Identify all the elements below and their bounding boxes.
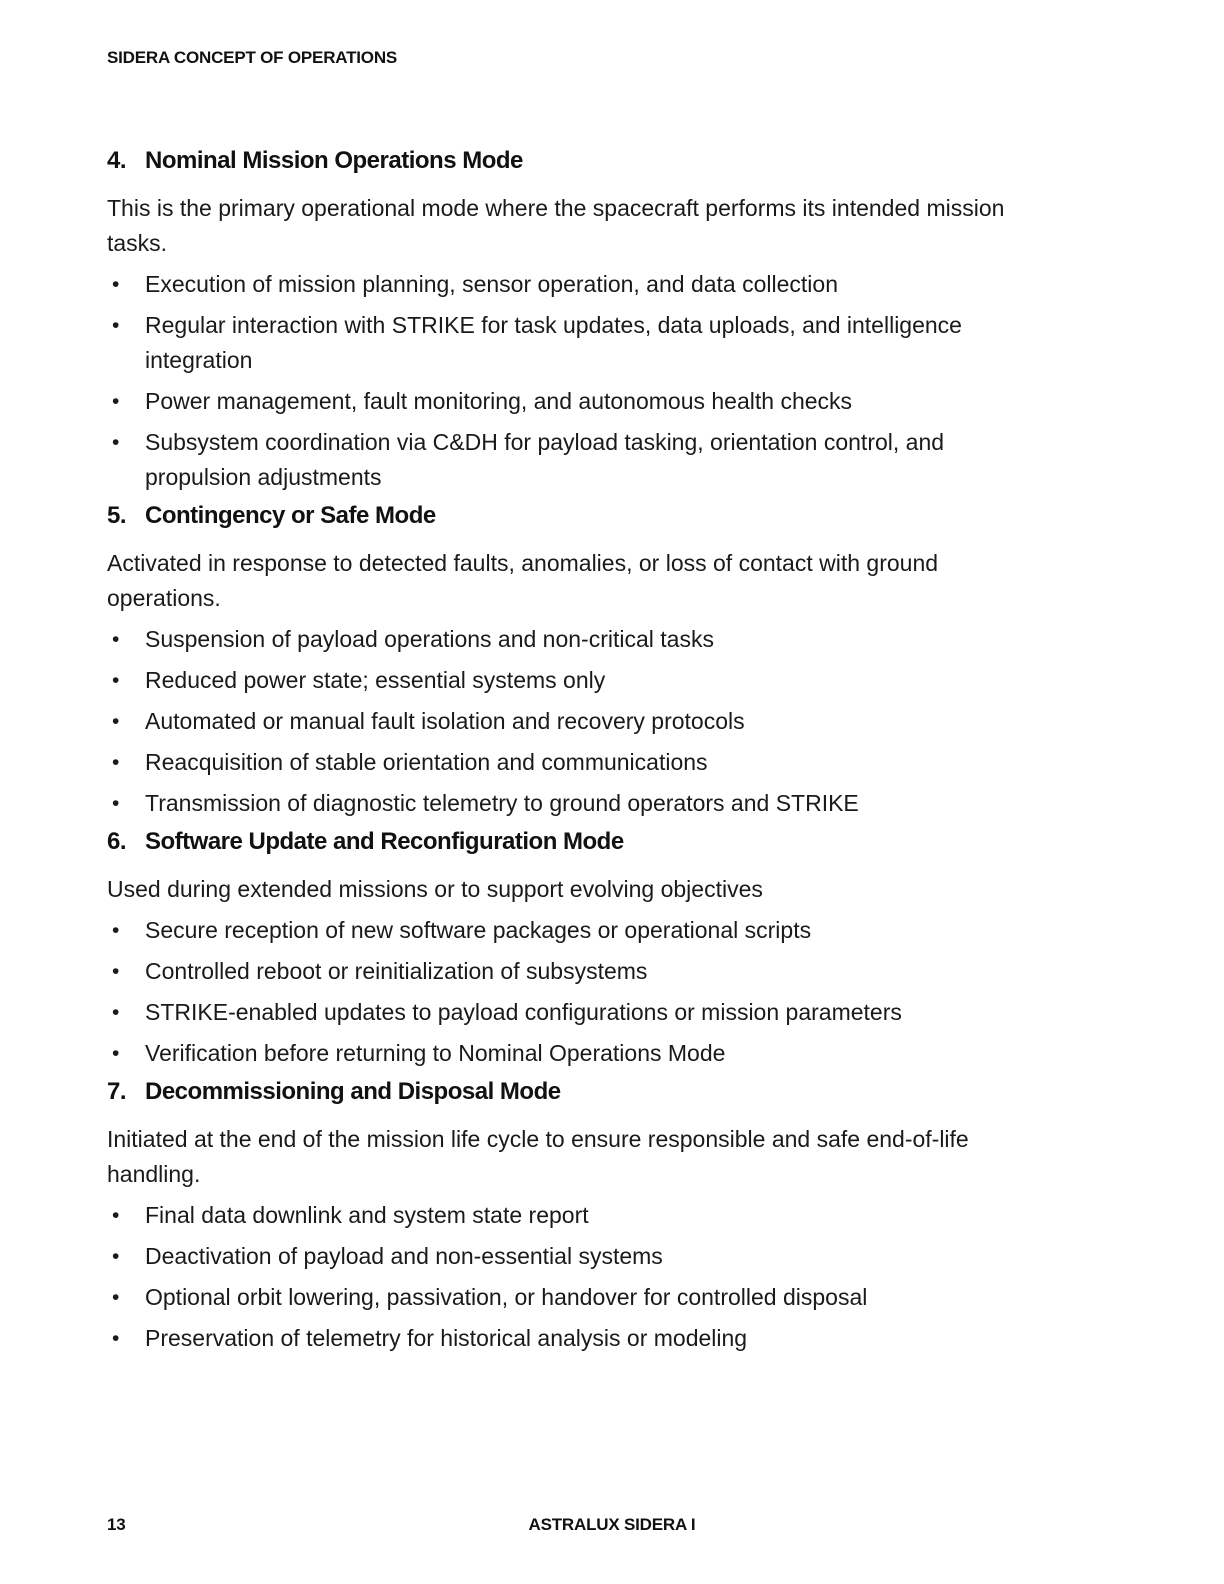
section-heading [107,827,1047,857]
bullet-icon: • [112,628,120,651]
list-item [107,704,1047,739]
bullet-icon: • [112,1286,120,1309]
section [107,827,1047,1071]
list-item-text: STRIKE-enabled updates to payload configurations or mission parameters [145,999,902,1025]
list-item [107,1239,1047,1274]
bullet-icon: • [112,1204,120,1227]
list-item-text: Verification before returning to Nominal Operations Mode [145,1040,726,1066]
bullet-icon: • [112,792,120,815]
list-item [107,954,1047,989]
page-number: 13 [107,1515,126,1534]
list-item-text: Reacquisition of stable orientation and communications [145,749,708,775]
section-title: Nominal Mission Operations Mode [145,147,523,174]
list-item-text: Secure reception of new software packages or operational scripts [145,917,812,943]
document-body [107,140,1047,1362]
footer-title: ASTRALUX SIDERA I [528,1515,696,1534]
bullet-icon: • [112,314,120,337]
section-intro: Used during extended missions or to support evolving objectives [107,876,763,902]
list-item [107,1198,1047,1233]
bullet-icon: • [112,751,120,774]
section-number: 6. [107,828,127,855]
list-item-text: Transmission of diagnostic telemetry to ground operators and STRIKE [145,790,859,816]
list-item-text: Power management, fault monitoring, and autonomous health checks [145,388,853,414]
bullet-icon: • [112,1327,120,1350]
bullet-icon: • [112,960,120,983]
bullet-icon: • [112,1245,120,1268]
section-number: 4. [107,147,127,174]
list-item [107,267,1047,302]
section-heading [107,146,1047,176]
list-item-text: Preservation of telemetry for historical analysis or modeling [145,1325,748,1351]
running-header [107,48,397,68]
bullet-list [107,1198,1047,1356]
list-item-text: Optional orbit lowering, passivation, or handover for controlled disposal [145,1284,868,1310]
bullet-list [107,622,1047,821]
list-item [107,663,1047,698]
list-item-text: Automated or manual fault isolation and recovery protocols [145,708,745,734]
section-number: 5. [107,502,127,529]
list-item [107,1036,1047,1071]
bullet-icon: • [112,1001,120,1024]
list-item-text: Final data downlink and system state report [145,1202,589,1228]
section-intro: Activated in response to detected faults, anomalies, or loss of contact with ground operations. [107,550,939,611]
section-intro: Initiated at the end of the mission life cycle to ensure responsible and safe end-of-life handling. [107,1126,969,1187]
bullet-icon: • [112,431,120,454]
list-item-text: Reduced power state; essential systems only [145,667,606,693]
bullet-icon: • [112,1042,120,1065]
list-item [107,786,1047,821]
list-item [107,308,1047,378]
list-item-text: Controlled reboot or reinitialization of subsystems [145,958,648,984]
bullet-icon: • [112,919,120,942]
list-item [107,913,1047,948]
list-item [107,995,1047,1030]
section [107,1077,1047,1356]
bullet-icon: • [112,669,120,692]
section-title: Software Update and Reconfiguration Mode [145,828,624,855]
section-title: Decommissioning and Disposal Mode [145,1078,561,1105]
list-item-text: Subsystem coordination via C&DH for payload tasking, orientation control, and propulsion adjustments [145,429,945,490]
bullet-list [107,913,1047,1071]
list-item-text: Suspension of payload operations and non-critical tasks [145,626,714,652]
running-header-text: SIDERA CONCEPT OF OPERATIONS [107,48,398,67]
section [107,146,1047,495]
list-item [107,384,1047,419]
bullet-icon: • [112,390,120,413]
section [107,501,1047,821]
section-heading [107,501,1047,531]
list-item-text: Execution of mission planning, sensor operation, and data collection [145,271,838,297]
bullet-icon: • [112,710,120,733]
section-heading [107,1077,1047,1107]
bullet-icon: • [112,273,120,296]
page-footer [0,1515,1224,1539]
section-intro: This is the primary operational mode where the spacecraft performs its intended mission tasks. [107,195,1005,256]
list-item [107,745,1047,780]
list-item-text: Deactivation of payload and non-essential systems [145,1243,663,1269]
list-item [107,1280,1047,1315]
list-item-text: Regular interaction with STRIKE for task updates, data uploads, and intelligence integration [145,312,962,373]
list-item [107,425,1047,495]
list-item [107,622,1047,657]
list-item [107,1321,1047,1356]
section-number: 7. [107,1078,127,1105]
section-title: Contingency or Safe Mode [145,502,436,529]
bullet-list [107,267,1047,495]
